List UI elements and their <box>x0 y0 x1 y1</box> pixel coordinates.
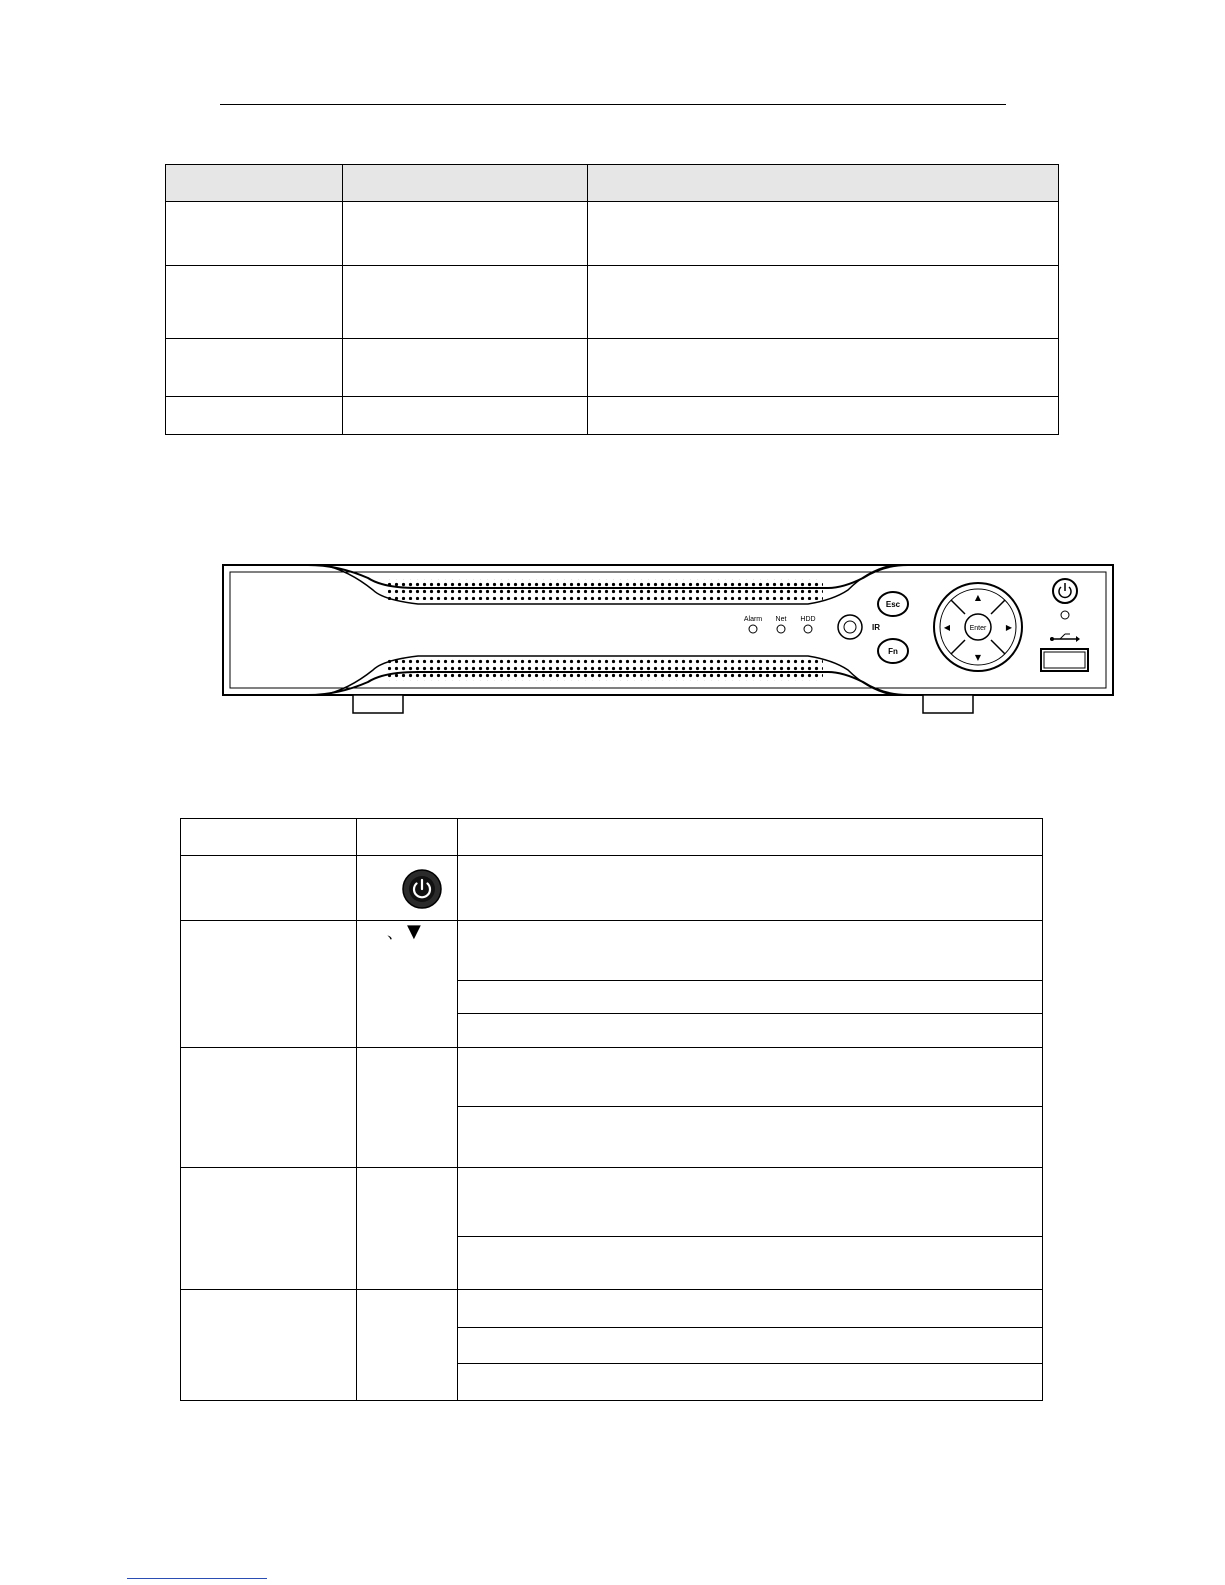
table-row <box>181 921 1043 981</box>
down-arrow-icon: ▼ <box>407 921 421 942</box>
separator-mark: 、 <box>387 925 404 942</box>
bottom-vent-holes <box>388 659 823 681</box>
table-cell <box>166 202 343 266</box>
ir-label: IR <box>872 623 880 632</box>
table-cell <box>181 1290 357 1401</box>
table-row <box>166 202 1059 266</box>
table-cell <box>588 165 1059 202</box>
table-cell <box>458 1290 1043 1328</box>
table-cell <box>166 397 343 435</box>
left-arrow-icon[interactable]: ◀ <box>943 623 951 632</box>
hdd-label: HDD <box>800 616 816 623</box>
table-cell <box>181 856 357 921</box>
alarm-led <box>749 625 757 633</box>
left-foot <box>353 695 403 713</box>
table-cell <box>458 1168 1043 1237</box>
table-cell <box>458 1048 1043 1107</box>
right-arrow-icon[interactable]: ▶ <box>1005 623 1013 632</box>
table-cell <box>181 819 357 856</box>
table-row <box>181 1168 1043 1237</box>
table-cell <box>343 397 588 435</box>
fn-label: Fn <box>888 647 898 656</box>
table-cell <box>588 397 1059 435</box>
table-cell <box>343 339 588 397</box>
table-cell <box>458 1107 1043 1168</box>
power-led <box>1061 611 1069 619</box>
table-cell <box>588 339 1059 397</box>
table-cell <box>458 981 1043 1014</box>
table-row <box>166 339 1059 397</box>
right-foot <box>923 695 973 713</box>
esc-label: Esc <box>885 600 901 609</box>
table-cell <box>181 921 357 1048</box>
table-cell <box>357 819 458 856</box>
net-label: Net <box>775 616 787 623</box>
panel-function-table <box>180 818 1043 1401</box>
table-cell <box>458 1328 1043 1364</box>
power-icon <box>401 868 443 910</box>
table-cell <box>458 1364 1043 1401</box>
table-cell <box>458 1014 1043 1048</box>
net-led <box>777 625 785 633</box>
up-arrow-icon[interactable]: ▲ <box>974 593 982 602</box>
table-cell <box>357 921 458 1048</box>
table-cell <box>357 1048 458 1168</box>
table-cell <box>343 202 588 266</box>
table-cell <box>458 819 1043 856</box>
table-cell <box>166 266 343 339</box>
table-cell <box>166 165 343 202</box>
table-header-row <box>181 819 1043 856</box>
table-row <box>181 1048 1043 1107</box>
table-cell <box>181 1168 357 1290</box>
table-cell <box>357 856 458 921</box>
table-cell <box>343 266 588 339</box>
table-cell <box>357 1168 458 1290</box>
table-cell <box>166 339 343 397</box>
table-row <box>181 856 1043 921</box>
alarm-label: Alarm <box>743 616 763 623</box>
top-vent-holes <box>388 579 823 600</box>
table-cell <box>458 856 1043 921</box>
table-row <box>181 1290 1043 1328</box>
hdd-led <box>804 625 812 633</box>
table-header-row <box>166 165 1059 202</box>
table-cell <box>588 202 1059 266</box>
table-cell <box>458 1237 1043 1290</box>
table-row <box>166 397 1059 435</box>
table-cell <box>181 1048 357 1168</box>
enter-label: Enter <box>969 625 987 632</box>
table-cell <box>458 921 1043 981</box>
footer-link-underline <box>127 1578 267 1579</box>
ir-receiver-inner-icon <box>844 621 856 633</box>
table-cell <box>357 1290 458 1401</box>
table-cell <box>343 165 588 202</box>
table-row <box>166 266 1059 339</box>
header-rule <box>220 104 1006 105</box>
table-cell <box>588 266 1059 339</box>
spec-table <box>165 164 1059 435</box>
dvr-front-panel-illustration <box>218 560 1118 722</box>
down-arrow-icon[interactable]: ▼ <box>974 653 982 662</box>
